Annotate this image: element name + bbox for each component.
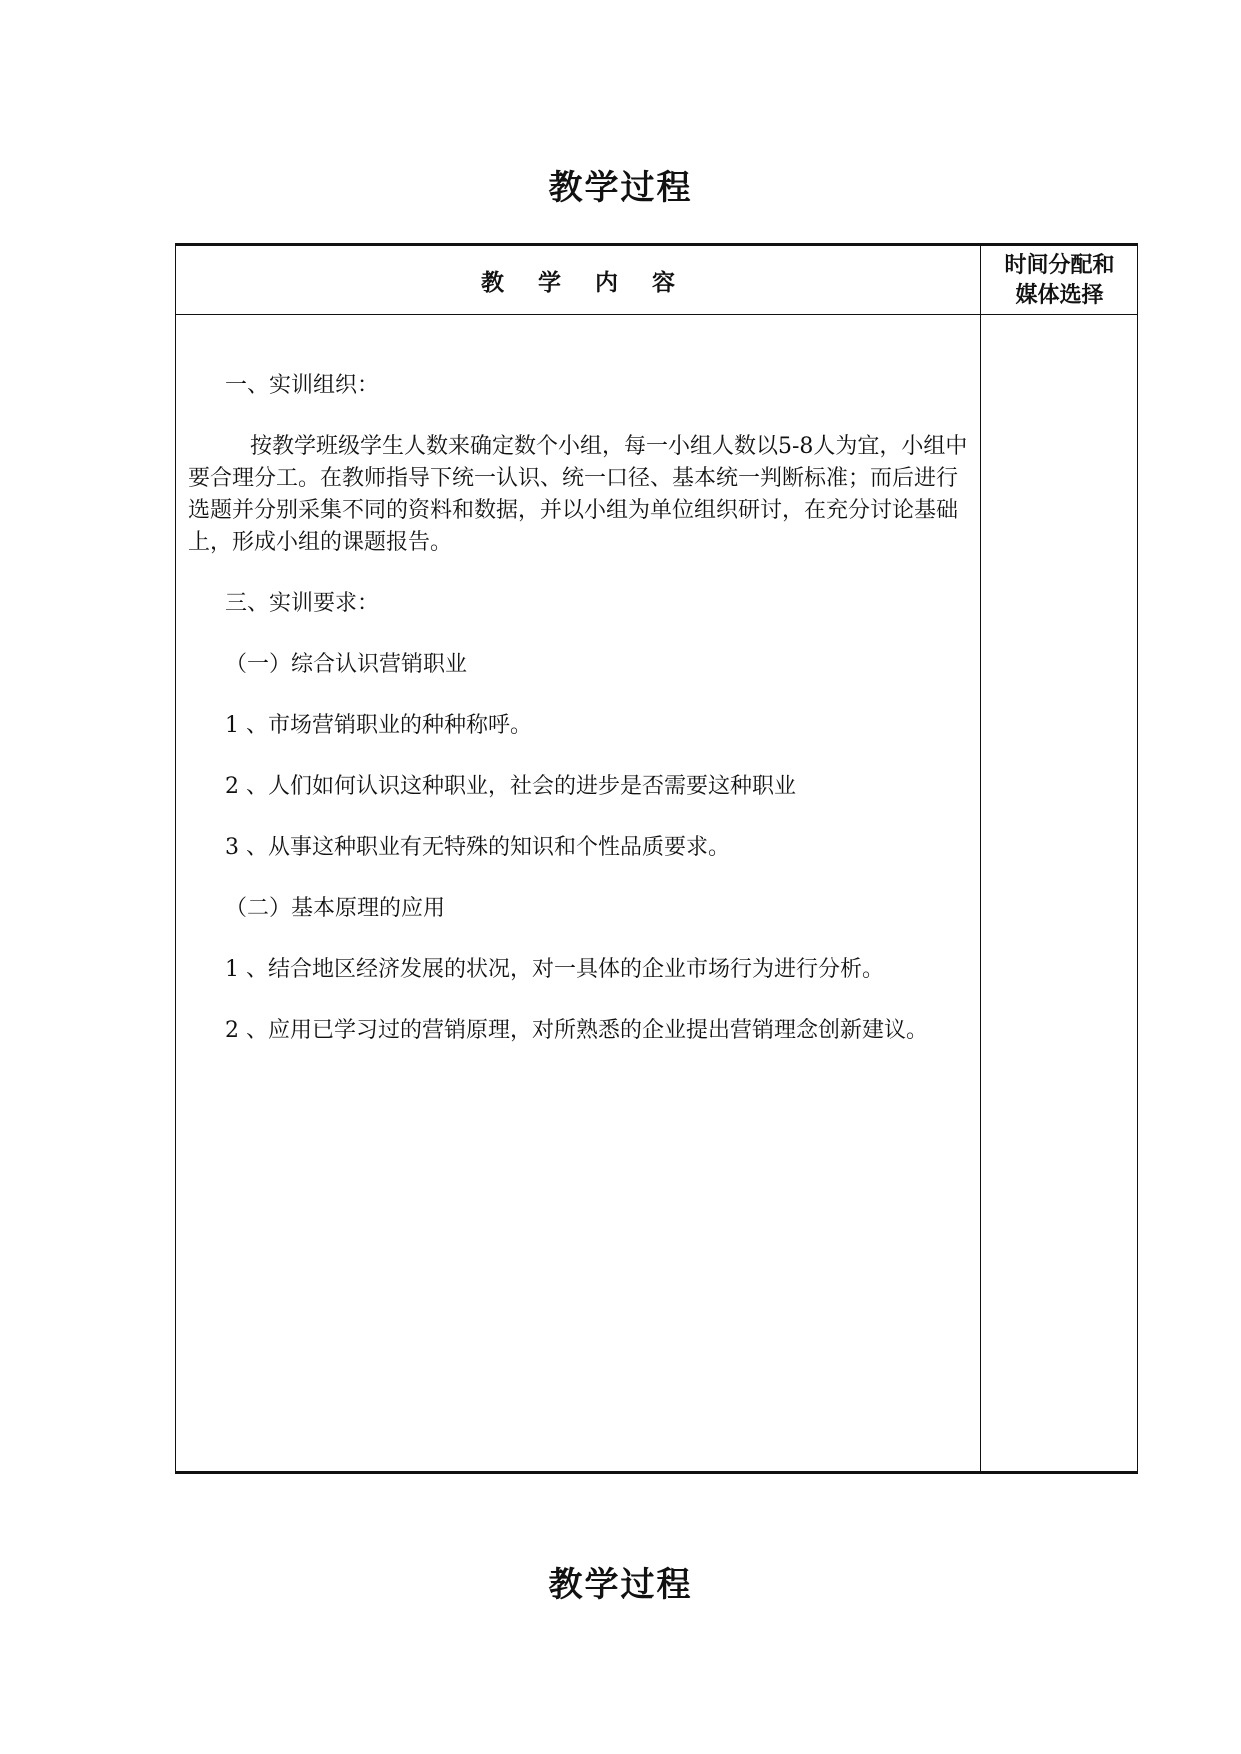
next-page-title: 教学过程 <box>548 1565 693 1605</box>
teaching-content-body <box>188 370 970 1047</box>
list-item: 3 、从事这种职业有无特殊的知识和个性品质要求。 <box>225 835 730 860</box>
list-item: 1 、市场营销职业的种种称呼。 <box>225 713 532 738</box>
list-item: 1 、结合地区经济发展的状况，对一具体的企业市场行为进行分析。 <box>225 957 884 982</box>
section-heading-organization: 一、实训组织： <box>225 373 380 398</box>
header-time-media: 时间分配和 媒体选择 <box>1004 252 1115 308</box>
lesson-table <box>175 243 1138 1474</box>
section-body-organization: 按教学班级学生人数来确定数个小组，每一小组人数以5-8人为宜，小组中要合理分工。在教师指导下统一认识、统一口径、基本统一判断标准；而后进行选题并分别采集不同的资料和数据，并以小组为单位组织研讨，在充分讨论基础上，形成小组的课题报告。 <box>188 434 968 555</box>
subsection-heading-principles: （二）基本原理的应用 <box>225 896 446 921</box>
header-teaching-content: 教学内容 <box>481 268 709 296</box>
header-divider <box>176 314 1137 315</box>
column-divider <box>980 246 981 1471</box>
page-title: 教学过程 <box>548 168 693 208</box>
section-heading-requirements: 三、实训要求： <box>225 591 380 616</box>
list-item: 2 、应用已学习过的营销原理，对所熟悉的企业提出营销理念创新建议。 <box>225 1018 928 1043</box>
subsection-heading-career: （一）综合认识营销职业 <box>225 652 468 677</box>
list-item: 2 、人们如何认识这种职业，社会的进步是否需要这种职业 <box>225 774 796 799</box>
